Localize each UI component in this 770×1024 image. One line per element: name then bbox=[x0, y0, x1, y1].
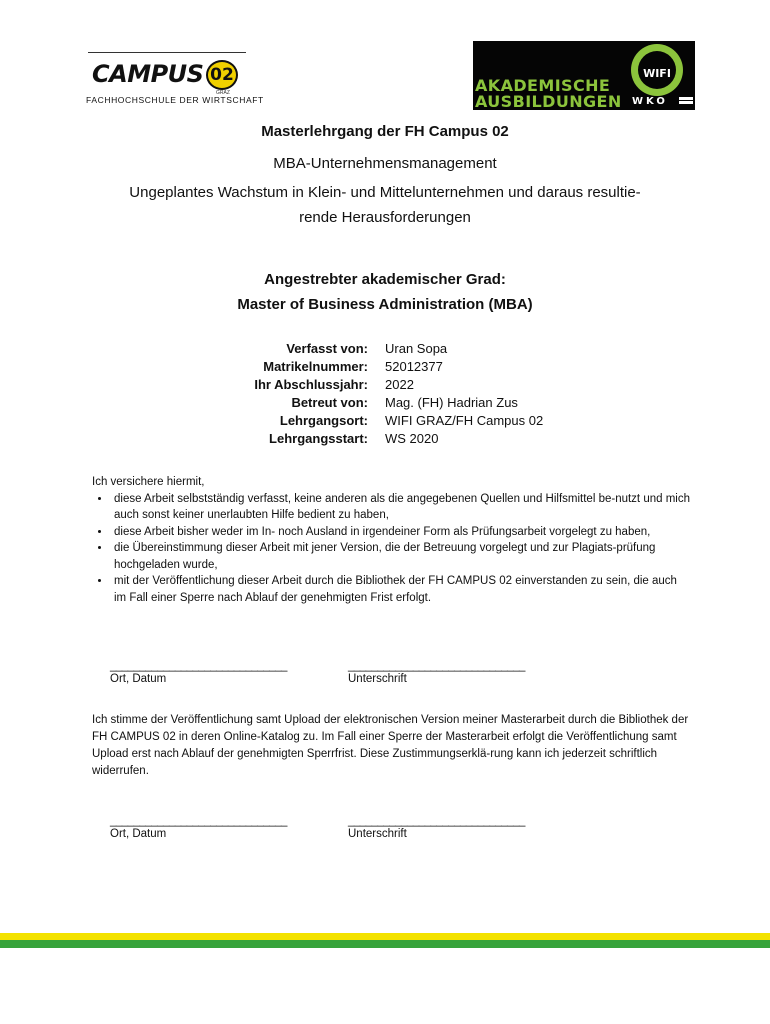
degree-label: Angestrebter akademischer Grad: bbox=[264, 271, 506, 288]
declaration-item: • diese Arbeit selbstständig verfasst, keine anderen als die angegebenen Quellen und Hilfsmittel be-nutzt und mich auch sonst keiner unerlaubten Hilfe bedient zu haben, bbox=[111, 491, 692, 524]
wifi-circle-icon bbox=[631, 44, 683, 96]
info-row bbox=[210, 395, 610, 413]
info-row bbox=[210, 413, 610, 431]
place-date-line: ______________________________ bbox=[110, 815, 287, 827]
info-key: Ihr Abschlussjahr: bbox=[254, 377, 368, 392]
place-date-label: Ort, Datum bbox=[110, 828, 167, 840]
campus-logo-subline: FACHHOCHSCHULE DER WIRTSCHAFT bbox=[86, 95, 264, 105]
wko-label: WKO bbox=[632, 96, 668, 107]
info-row bbox=[210, 359, 610, 377]
declaration-list bbox=[92, 491, 692, 607]
info-key: Lehrgangsstart: bbox=[269, 431, 368, 446]
signature-line: ______________________________ bbox=[348, 660, 525, 672]
info-value: 52012377 bbox=[385, 359, 443, 374]
info-value: WIFI GRAZ/FH Campus 02 bbox=[385, 413, 544, 428]
document-title: Masterlehrgang der FH Campus 02 bbox=[261, 123, 509, 140]
info-value: Uran Sopa bbox=[385, 341, 448, 356]
logo-divider bbox=[88, 52, 246, 53]
info-row bbox=[210, 341, 610, 359]
program-name: MBA-Unternehmensmanagement bbox=[273, 155, 497, 172]
wifi-circle-inner bbox=[638, 51, 676, 89]
signature-line: ______________________________ bbox=[348, 815, 525, 827]
declaration-item: • diese Arbeit bisher weder im In- noch Ausland in irgendeiner Form als Prüfungsarbeit vorgelegt zu haben, bbox=[111, 524, 692, 541]
signature-label: Unterschrift bbox=[348, 673, 407, 685]
thesis-topic-line1: Ungeplantes Wachstum in Klein- und Mittelunternehmen und daraus resultie- bbox=[129, 184, 641, 201]
info-row bbox=[210, 377, 610, 395]
declaration-item: • die Übereinstimmung dieser Arbeit mit jener Version, die der Betreuung vorgelegt und zur Plagiats-prüfung hochgeladen wurde, bbox=[111, 540, 692, 573]
info-value: Mag. (FH) Hadrian Zus bbox=[385, 395, 518, 410]
campus-logo-word: CAMPUS bbox=[92, 60, 204, 88]
declaration-item: • mit der Veröffentlichung dieser Arbeit durch die Bibliothek der FH CAMPUS 02 einverstanden zu sein, die auch im Fall einer Sperre nach Ablauf der genehmigten Frist erfolgt. bbox=[111, 573, 692, 606]
info-key: Lehrgangsort: bbox=[279, 413, 368, 428]
info-value: 2022 bbox=[385, 377, 414, 392]
wko-bars-icon bbox=[679, 97, 693, 107]
campus-logo-number: 02 bbox=[206, 60, 238, 90]
declaration-block bbox=[92, 474, 692, 606]
info-key: Matrikelnummer: bbox=[263, 359, 368, 374]
wifi-badge-text: WIFI bbox=[643, 67, 671, 80]
place-date-line: ______________________________ bbox=[110, 660, 287, 672]
thesis-topic-line2: rende Herausforderungen bbox=[299, 209, 471, 226]
info-key: Verfasst von: bbox=[286, 341, 368, 356]
wifi-logo-line1: AKADEMISCHE bbox=[475, 76, 611, 95]
place-date-label: Ort, Datum bbox=[110, 673, 167, 685]
wifi-logo-line2: AUSBILDUNGEN bbox=[475, 92, 622, 111]
footer-stripe-yellow bbox=[0, 933, 770, 940]
publication-consent-text: Ich stimme der Veröffentlichung samt Upload der elektronischen Version meiner Masterarbeit durch die Bibliothek der FH CAMPUS 02 in deren Online-Katalog zu. Im Fall einer Sperre der Masterarbeit erfolgt die Veröffentlichung samt Upload erst nach Ablauf der genehmigten Sperrfrist. Diese Zustimmungserklä-rung kann ich jederzeit schriftlich widerrufen. bbox=[92, 714, 689, 777]
degree-value: Master of Business Administration (MBA) bbox=[237, 296, 533, 313]
footer-stripe-green bbox=[0, 940, 770, 948]
campus02-logo bbox=[86, 52, 264, 108]
declaration-intro: Ich versichere hiermit, bbox=[92, 476, 205, 488]
campus-logo-city: GRAZ bbox=[216, 90, 230, 96]
info-key: Betreut von: bbox=[291, 395, 368, 410]
author-info-table bbox=[210, 341, 610, 449]
signature-label: Unterschrift bbox=[348, 828, 407, 840]
wifi-akademische-ausbildungen-logo bbox=[473, 41, 695, 110]
info-row bbox=[210, 431, 610, 449]
info-value: WS 2020 bbox=[385, 431, 439, 446]
